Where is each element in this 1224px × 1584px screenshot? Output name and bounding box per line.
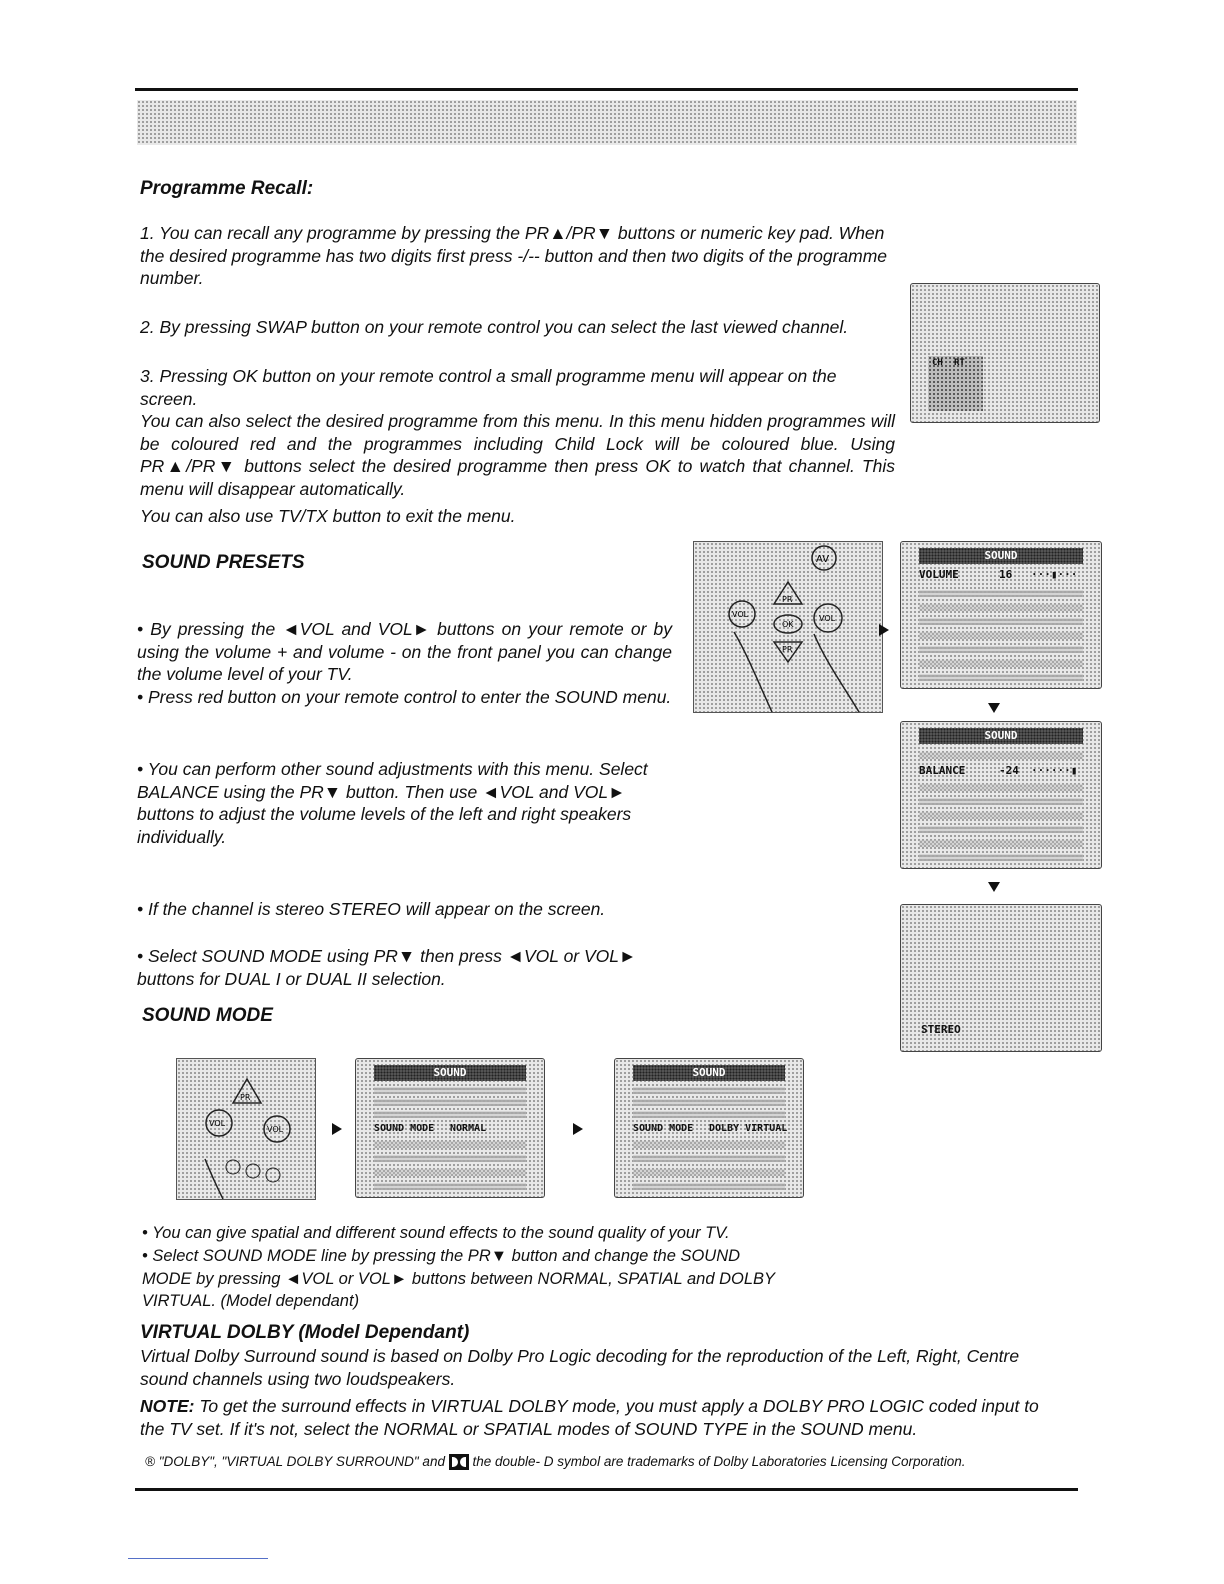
finger xyxy=(205,1159,223,1199)
sound-menu-title: SOUND xyxy=(374,1065,526,1081)
arrow-down-2 xyxy=(988,882,1000,892)
stereo-indicator: STEREO xyxy=(921,1023,961,1036)
sound-mode-row xyxy=(633,1123,788,1134)
presets-bullet-3: • You can perform other sound adjustments with this menu. Select BALANCE using the PR▼ button. Then use ◄VOL and VOL► buttons to adjust the volume levels of the left and right speakers individually. xyxy=(137,759,648,847)
balance-row xyxy=(919,764,1078,777)
menu-line xyxy=(374,1155,526,1162)
bottom-rule xyxy=(135,1488,1078,1491)
menu-line xyxy=(374,1099,526,1106)
programme-recall-heading: Programme Recall: xyxy=(140,178,314,199)
menu-line xyxy=(374,1141,526,1148)
arrow-down-1 xyxy=(988,703,1000,713)
sound-mode-heading: SOUND MODE xyxy=(142,1005,273,1026)
sound-mode-dolby-screen xyxy=(614,1058,804,1198)
sound-mode-value: DOLBY VIRTUAL xyxy=(709,1123,788,1134)
menu-line xyxy=(919,752,1083,759)
menu-line xyxy=(633,1155,785,1162)
programme-menu-screen xyxy=(910,283,1100,423)
keypad-button xyxy=(226,1160,240,1174)
balance-value: -24 xyxy=(999,764,1019,777)
sound-menu-volume-screen xyxy=(900,541,1102,689)
sound-menu-title: SOUND xyxy=(633,1065,785,1081)
mode-bullet-2: • Select SOUND MODE line by pressing the PR▼ button and change the SOUND MODE by pressing ◄VOL or VOL► buttons between NORMAL, SPATIAL and DOLBY VIRTUAL. (Model dependant) xyxy=(142,1247,775,1310)
remote-drawing xyxy=(694,542,882,712)
recall-paragraph-4: You can also select the desired programme from this menu. In this menu hidden programmes will be coloured red and the programmes including Child Lock will be coloured blue. Using PR▲/PR▼ buttons select the desired programme then press OK to watch that channel. This menu will disappear automatically. xyxy=(140,411,895,499)
recall-paragraph-1: 1. You can recall any programme by pressing the PR▲/PR▼ buttons or numeric key pad. When the desired programme has two digits first press -/-- button and then two digits of the programme number. xyxy=(140,223,888,288)
menu-line xyxy=(374,1111,526,1118)
stereo-screen xyxy=(900,904,1102,1052)
footer-link-line xyxy=(128,1558,268,1559)
menu-line xyxy=(633,1099,785,1106)
presets-bullet-1: • By pressing the ◄VOL and VOL► buttons on your remote or by using the volume + and volume - on the front panel you can change the volume level of your TV. xyxy=(137,619,672,684)
recall-paragraph-3: 3. Pressing OK button on your remote control a small programme menu will appear on the screen. xyxy=(140,366,837,409)
keypad-button xyxy=(246,1164,260,1178)
pr-label-2: PR xyxy=(240,1093,251,1102)
trademark-line xyxy=(145,1454,966,1470)
virtual-dolby-heading: VIRTUAL DOLBY (Model Dependant) xyxy=(140,1322,470,1343)
presets-bullet-2: • Press red button on your remote control to enter the SOUND menu. xyxy=(137,687,672,707)
menu-line xyxy=(919,812,1083,819)
balance-bar: ······▮ xyxy=(1031,764,1078,777)
pr-down-label: PR xyxy=(782,645,793,654)
recall-paragraph-5: You can also use TV/TX button to exit the menu. xyxy=(140,506,516,526)
remote2-drawing xyxy=(177,1059,315,1199)
finger-right xyxy=(814,634,859,712)
presets-bullet-4: • If the channel is stereo STEREO will appear on the screen. xyxy=(137,899,606,919)
volume-label: VOLUME xyxy=(919,568,959,581)
sound-menu-title: SOUND xyxy=(919,548,1083,564)
note-label: NOTE: xyxy=(140,1396,195,1416)
menu-line xyxy=(374,1087,526,1094)
balance-label: BALANCE xyxy=(919,764,966,777)
pr-up-label: PR xyxy=(782,595,793,604)
volume-row xyxy=(919,568,1078,581)
menu-line xyxy=(633,1141,785,1148)
av-label: AV xyxy=(816,554,830,565)
ok-label: OK xyxy=(782,620,794,629)
section-banner xyxy=(137,100,1077,145)
menu-line xyxy=(633,1169,785,1176)
menu-line xyxy=(919,798,1083,805)
presets-bullet-5: • Select SOUND MODE using PR▼ then press ◄VOL or VOL► buttons for DUAL I or DUAL II selection. xyxy=(137,946,637,989)
menu-line xyxy=(374,1183,526,1190)
finger-left xyxy=(734,632,772,712)
menu-line xyxy=(919,784,1083,791)
sound-menu-balance-screen xyxy=(900,721,1102,869)
arrow-right-2 xyxy=(332,1123,342,1135)
mode-bullet-1: • You can give spatial and different sound effects to the sound quality of your TV. xyxy=(142,1224,730,1242)
menu-line xyxy=(919,660,1083,667)
menu-line xyxy=(374,1169,526,1176)
mini-programme-menu xyxy=(928,356,983,411)
menu-line xyxy=(919,618,1083,625)
menu-line xyxy=(919,604,1083,611)
double-d-logo xyxy=(449,1454,469,1470)
sound-mode-row xyxy=(374,1123,487,1134)
menu-line xyxy=(633,1111,785,1118)
mini-menu-col2: RT xyxy=(954,358,965,368)
virtual-dolby-text: Virtual Dolby Surround sound is based on Dolby Pro Logic decoding for the reproduction of the Left, Right, Centre sound channels using two loudspeakers. xyxy=(140,1346,1020,1389)
recall-paragraph-2: 2. By pressing SWAP button on your remote control you can select the last viewed channel. xyxy=(140,317,849,337)
trademark-text-b: the double- D symbol are trademarks of Dolby Laboratories Licensing Corporation. xyxy=(472,1454,966,1469)
sound-mode-value: NORMAL xyxy=(450,1123,487,1134)
sound-mode-normal-screen xyxy=(355,1058,545,1198)
note-text: To get the surround effects in VIRTUAL DOLBY mode, you must apply a DOLBY PRO LOGIC coded input to the TV set. If it's not, select the NORMAL or SPATIAL modes of SOUND TYPE in the SOUND menu. xyxy=(140,1396,1039,1439)
sound-menu-title: SOUND xyxy=(919,728,1083,744)
mini-menu-col1: CH xyxy=(932,358,943,368)
vol-left-label: VOL xyxy=(732,610,749,619)
menu-line xyxy=(919,646,1083,653)
menu-line xyxy=(919,826,1083,833)
menu-line xyxy=(633,1087,785,1094)
note-paragraph xyxy=(140,1395,1040,1440)
remote-sound-mode-illustration xyxy=(176,1058,316,1200)
menu-line xyxy=(919,632,1083,639)
sound-mode-label: SOUND MODE xyxy=(633,1123,694,1134)
menu-line xyxy=(919,674,1083,681)
sound-mode-label: SOUND MODE xyxy=(374,1123,435,1134)
volume-value: 16 xyxy=(999,568,1013,581)
top-rule xyxy=(135,88,1078,91)
keypad-button xyxy=(266,1168,280,1182)
remote-volume-illustration xyxy=(693,541,883,713)
vol-right-label: VOL xyxy=(819,614,836,623)
volume-bar: ···▮··· xyxy=(1031,568,1078,581)
trademark-text-a: ® "DOLBY", "VIRTUAL DOLBY SURROUND" and xyxy=(145,1454,445,1469)
menu-line xyxy=(919,590,1083,597)
arrow-right-3 xyxy=(573,1123,583,1135)
vol-right-label-2: VOL xyxy=(267,1125,284,1134)
menu-line xyxy=(919,840,1083,847)
vol-left-label-2: VOL xyxy=(209,1119,226,1128)
menu-line xyxy=(633,1183,785,1190)
sound-presets-heading: SOUND PRESETS xyxy=(142,552,305,573)
arrow-right-1 xyxy=(879,624,889,636)
menu-line xyxy=(919,854,1083,861)
